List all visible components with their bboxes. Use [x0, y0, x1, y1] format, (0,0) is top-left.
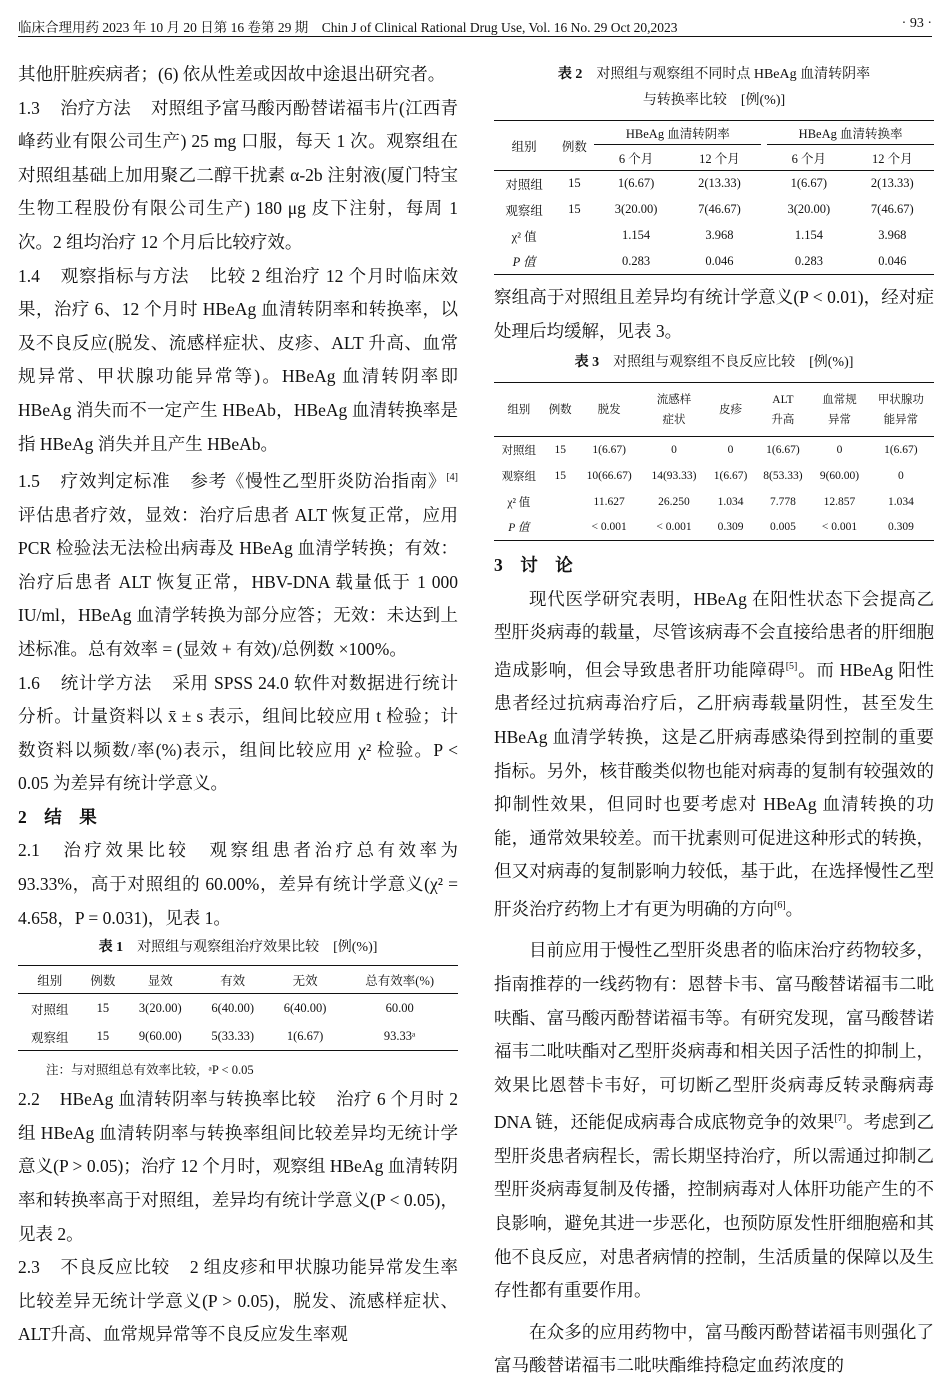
table-row — [494, 489, 934, 515]
section-text: 2 组皮疹和甲状腺功能异常发生率比较差异无统计学意义(P > 0.05)，脱发、流感样症状、ALT升高、血常规异常等不良反应发生率观 — [18, 1257, 458, 1345]
table-cell: 1.154 — [794, 228, 823, 242]
section-number: 1.5 — [18, 470, 40, 491]
table-header-cell: 例数 — [90, 973, 116, 988]
section-number: 1.6 — [18, 672, 40, 693]
table-cell: χ² 值 — [511, 229, 537, 244]
table-header-line: 能异常 — [883, 413, 919, 426]
table-cell: 8(53.33) — [763, 469, 803, 482]
table-caption-text: 对照组与观察组治疗效果比较 [例(%)] — [137, 940, 378, 956]
table-cell: 2(13.33) — [851, 171, 934, 197]
section-number: 2.3 — [18, 1257, 40, 1278]
table-row — [494, 515, 934, 541]
table-header-row — [18, 966, 458, 994]
section-text: 观察组患者治疗总有效率为 93.33%，高于对照组的 60.00%，差异有统计学意义(χ² = 4.658，P = 0.031)，见表 1。 — [18, 840, 459, 928]
paragraph-text: 。考虑到乙型肝炎患者病程长，需长期坚持治疗，所以需通过抑制乙型肝炎病毒复制及传播，控制病毒对人体肝功能产生的不良影响，避免其进一步恶化，也预防原发性肝细胞癌和其他不良反应，对患者病情的控制，生活质量的保障以及生存性都有重要作用。 — [494, 1112, 934, 1301]
table-cell: 12.857 — [823, 495, 856, 508]
table-label: 表 1 — [98, 940, 124, 956]
table-header-cell: 脱发 — [597, 403, 621, 416]
table-cell: 5(33.33) — [211, 1029, 255, 1044]
section-1-3 — [18, 92, 458, 260]
table-row — [494, 249, 934, 275]
table-row — [494, 437, 934, 463]
table-header-line: 异常 — [827, 413, 851, 426]
table-header-line: 升高 — [771, 413, 795, 426]
table-cell: 6(40.00) — [269, 994, 341, 1023]
section-title: 疗效判定标准 — [59, 470, 171, 491]
section-title: 不良反应比较 — [59, 1257, 170, 1278]
table-cell: 观察组 — [501, 470, 537, 483]
citation-ref: [5] — [785, 660, 798, 672]
table-cell: 6(40.00) — [196, 994, 268, 1023]
table-cell: 3(20.00) — [124, 994, 196, 1023]
table-cell: 0.283 — [794, 253, 823, 268]
section-text: 评估患者疗效，显效：治疗后患者 ALT 恢复正常，应用 PCR 检验法无法检出病毒及 HBeAg 血清学转换；有效：治疗后患者 ALT 恢复正常，HBV-DNA 载量低于 1 000 IU/ml，HBeAg 血清学转换为部分应答；无效：未达到上述标准。总有效率 = (显效 + 有效)/总例数 ×100%。 — [18, 504, 458, 659]
table-cell: 3(20.00) — [614, 202, 658, 216]
citation-ref: [7] — [834, 1113, 847, 1125]
table-cell: 0.283 — [622, 253, 651, 268]
table-cell: 15 — [96, 1029, 110, 1044]
table-header-cell: 组别 — [507, 403, 531, 416]
table-row — [494, 171, 934, 197]
table-cell: 15 — [554, 171, 594, 197]
table-cell: 1(6.67) — [594, 171, 677, 197]
table-header-cell — [755, 383, 812, 437]
section-2-3 — [18, 1251, 458, 1352]
table-cell: 7.778 — [769, 495, 796, 508]
section-text: 比较 2 组治疗 12 个月时临床效果，治疗 6、12 个月时 HBeAg 血清转阴率和转换率，以及不良反应(脱发、流感样症状、皮疹、ALT 升高、血常规异常、甲状腺功能异常等)。HBeAg 血清转阴率即 HBeAg 消失而不一定产生 HBeAb，HBeAg 血清转换率是指 HBeAg 消失并且产生 HBeAb。 — [18, 265, 459, 454]
table-cell: 26.250 — [658, 495, 690, 508]
table-cell — [554, 249, 594, 275]
table-header-cell — [811, 383, 868, 437]
table-cell: 1.034 — [887, 495, 914, 508]
section-title: 观察指标与方法 — [59, 265, 190, 286]
table-3-caption — [494, 350, 934, 376]
paragraph-text: 。而 HBeAg 阳性患者经过抗病毒治疗后，乙肝病毒载量阴性，甚至发生 HBeAg 血清学转换，这是乙肝病毒感染得到控制的重要指标。另外，核苷酸类似物也能对病毒的复制有较强效的抑制性效果，但同时也要考虑对 HBeAg 血清转换的功能，通常效果较差。而干扰素则可促进这种形式的转换，但又对病毒的复制影响力较低，基于此，在选择慢性乙型肝炎治疗药物上才有更为明确的方向 — [494, 659, 934, 919]
table-row — [494, 463, 934, 489]
table-header-cell — [868, 383, 934, 437]
table-caption-text: 对照组与观察组不良反应比较 [例(%)] — [613, 355, 854, 371]
table-header-line: 血常规 — [822, 393, 857, 406]
table-cell: 0.046 — [705, 253, 734, 268]
section-title: 治疗方法 — [59, 97, 131, 118]
table-cell: 0 — [706, 437, 754, 463]
table-cell: 对照组 — [494, 437, 544, 463]
table-cell: χ² 值 — [507, 496, 531, 509]
section-1-6 — [18, 667, 458, 801]
table-1 — [18, 965, 458, 1051]
section-heading-results: 2 结 果 — [18, 806, 97, 827]
section-number: 2.1 — [18, 840, 40, 861]
section-text: 参考《慢性乙型肝炎防治指南》 — [190, 470, 447, 491]
table-cell: 1.154 — [622, 228, 651, 242]
table-header-cell: HBeAg 血清转换率 — [767, 121, 934, 145]
table-cell: 0 — [898, 469, 904, 482]
section-text: 采用 SPSS 24.0 软件对数据进行统计分析。计量资料以 x̄ ± s 表示，组间比较应用 t 检验；计数资料以频数/率(%)表示，组间比较应用 χ² 检验。P < 0.05 为差异有统计学意义。 — [18, 672, 458, 794]
table-cell: 15 — [554, 469, 566, 482]
discussion-paragraph: 在众多的应用药物中，富马酸丙酚替诺福韦则强化了富马酸替诺福韦二吡呋酯维持稳定血药浓度的 — [494, 1321, 934, 1376]
section-number: 2.2 — [18, 1089, 40, 1110]
paragraph-text: 目前应用于慢性乙型肝炎患者的临床治疗药物较多，指南推荐的一线药物有：恩替卡韦、富马酸替诺福韦二吡呋酯、富马酸丙酚替诺福韦等。有研究发现，富马酸替诺福韦二吡呋酯对乙型肝炎病毒和相关因子活性的抑制上，效果比恩替卡韦好，可切断乙型肝炎病毒反转录酶病毒 DNA 链，还能促成病毒合成底物竞争的效果 — [494, 940, 934, 1133]
table-header-cell: 总有效率(%) — [365, 973, 435, 988]
table-cell: 7(46.67) — [698, 202, 741, 216]
paragraph-continued: 察组高于对照组且差异均有统计学意义(P < 0.01)，经对症处理后均缓解，见表 3。 — [494, 287, 934, 341]
section-number: 1.3 — [18, 97, 40, 118]
table-cell: 0.005 — [769, 521, 796, 534]
table-cell: < 0.001 — [656, 521, 692, 534]
table-cell: 15 — [544, 437, 577, 463]
table-cell: 1(6.67) — [577, 437, 642, 463]
table-header-line: 甲状腺功 — [877, 393, 924, 406]
section-1-4 — [18, 260, 458, 462]
table-header-cell: 6 个月 — [618, 151, 654, 166]
section-2-1 — [18, 834, 458, 935]
citation-ref: [4] — [446, 472, 458, 484]
table-cell: 观察组 — [505, 203, 543, 218]
table-cell: 1(6.67) — [755, 437, 812, 463]
table-cell: 93.33ᵃ — [383, 1029, 416, 1044]
table-row — [494, 197, 934, 223]
paragraph-text: 现代医学研究表明，HBeAg 在阳性状态下会提高乙型肝炎病毒的载量，尽管该病毒不会直接给患者的肝细胞造成影响，但会导致患者肝功能障碍 — [494, 588, 934, 680]
table-cell: 1(6.67) — [868, 437, 934, 463]
section-title: HBeAg 血清转阴率与转换率比较 — [59, 1089, 317, 1110]
table-cell: 3.968 — [878, 228, 907, 242]
table-cell: 1(6.67) — [713, 469, 748, 482]
paragraph-continued: 其他肝脏疾病者；(6) 依从性差或因故中途退出研究者。 — [18, 64, 446, 84]
table-cell — [544, 515, 577, 541]
journal-citation: 临床合理用药 2023 年 10 月 20 日第 16 卷第 29 期 Chin J of Clinical Rational Drug Use, Vol. 16 No. 29 Oct 20,2023 — [18, 20, 678, 35]
table-2 — [494, 120, 934, 275]
table-caption-text: 对照组与观察组不同时点 HBeAg 血清转阴率 — [596, 67, 871, 82]
table-cell: 1(6.67) — [286, 1029, 324, 1044]
table-row — [18, 1023, 458, 1051]
table-header-cell: 组别 — [511, 139, 537, 154]
table-cell: 0.046 — [878, 253, 907, 268]
table-header-cell: 有效 — [220, 973, 246, 988]
table-cell: 3(20.00) — [787, 202, 831, 216]
table-header-cell: 皮疹 — [719, 403, 743, 416]
table-cell: 0 — [811, 437, 868, 463]
table-header-row — [494, 121, 934, 145]
table-header-cell: 12 个月 — [871, 151, 913, 166]
table-cell: 15 — [82, 994, 124, 1023]
citation-ref: [6] — [774, 899, 786, 911]
table-cell: 0.309 — [717, 521, 744, 534]
left-column — [18, 58, 458, 1390]
table-row — [494, 223, 934, 249]
table-header-cell: 无效 — [292, 973, 318, 988]
table-cell — [544, 489, 577, 515]
table-header-cell: 12 个月 — [699, 151, 740, 166]
table-cell: 7(46.67) — [870, 202, 914, 216]
section-text: 治疗 6 个月时 2 组 HBeAg 血清转阴率与转换率组间比较差异均无统计学意义(P > 0.05)；治疗 12 个月时，观察组 HBeAg 血清转阴率和转换率高于对照组，差异均有统计学意义(P < 0.05)，见表 2。 — [18, 1089, 459, 1244]
table-cell: 60.00 — [341, 994, 458, 1023]
table-row — [18, 994, 458, 1023]
table-cell: P 值 — [508, 522, 530, 535]
paragraph-text: 。 — [785, 898, 804, 919]
table-header-cell: 组别 — [37, 973, 63, 988]
table-header-row — [494, 383, 934, 437]
table-cell: < 0.001 — [821, 521, 858, 534]
table-cell: 11.627 — [593, 495, 625, 508]
section-1-5 — [18, 461, 458, 666]
table-cell: 0.309 — [887, 521, 914, 534]
table-header-line: ALT — [772, 393, 794, 406]
table-cell: 2(13.33) — [678, 171, 761, 197]
table-header-cell — [642, 383, 707, 437]
table-header-cell: HBeAg 血清转阴率 — [594, 121, 761, 145]
table-1-note: 注：与对照组总有效率比较，ᵃP < 0.05 — [46, 1063, 254, 1078]
table-cell: 15 — [568, 202, 581, 216]
table-header-line: 流感样 — [656, 393, 692, 406]
section-title: 治疗效果比较 — [59, 840, 190, 861]
page-number: · 93 · — [901, 16, 932, 31]
section-2-2 — [18, 1083, 458, 1251]
table-label: 表 2 — [557, 67, 583, 82]
table-cell: 对照组 — [494, 171, 554, 197]
section-number: 1.4 — [18, 265, 40, 286]
table-cell: 1.034 — [717, 495, 744, 508]
table-cell — [554, 223, 594, 249]
table-cell: 10(66.67) — [586, 469, 632, 482]
table-header-cell: 6 个月 — [791, 151, 827, 166]
right-column — [494, 62, 934, 1390]
discussion-paragraph — [494, 583, 934, 927]
table-header-line: 症状 — [662, 413, 686, 426]
table-label: 表 3 — [574, 355, 600, 371]
table-cell: P 值 — [512, 255, 536, 270]
table-cell: 9(60.00) — [819, 469, 860, 482]
table-cell: 3.968 — [705, 228, 734, 242]
table-cell: 14(93.33) — [651, 469, 697, 482]
table-cell: < 0.001 — [591, 521, 627, 534]
section-heading-discussion: 3 讨 论 — [494, 555, 573, 576]
table-1-caption — [18, 935, 458, 961]
running-head — [18, 14, 932, 37]
table-2-caption-line-2: 与转换率比较 [例(%)] — [642, 93, 786, 108]
table-cell: 1(6.67) — [767, 171, 850, 197]
discussion-paragraph — [494, 934, 934, 1307]
table-cell: 0 — [642, 437, 707, 463]
table-cell: 观察组 — [31, 1030, 69, 1045]
table-header-cell: 例数 — [548, 403, 572, 416]
table-cell: 9(60.00) — [138, 1029, 182, 1044]
table-header-cell: 显效 — [147, 973, 173, 988]
section-text: 对照组予富马酸丙酚替诺福韦片(江西青峰药业有限公司生产) 25 mg 口服，每天 1 次。观察组在对照组基础上加用聚乙二醇干扰素 α-2b 注射液(厦门特宝生物工程股份有限公司生产) 180 μg 皮下注射，每周 1 次。2 组均治疗 12 个月后比较疗效。 — [18, 97, 459, 252]
table-header-cell: 例数 — [561, 139, 587, 154]
table-2-caption — [494, 62, 934, 88]
table-3 — [494, 382, 934, 541]
section-title: 统计学方法 — [59, 672, 153, 693]
table-cell: 对照组 — [18, 994, 82, 1023]
